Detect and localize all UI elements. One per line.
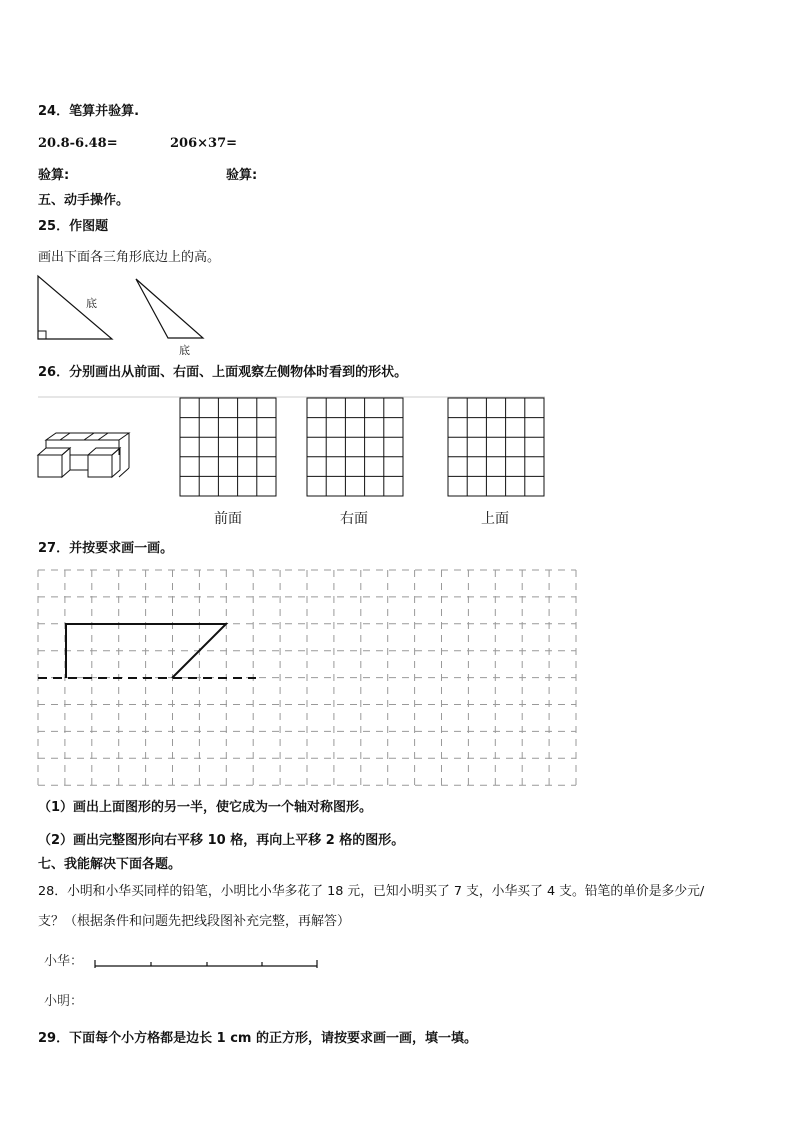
q25-title: 25．作图题 bbox=[38, 219, 109, 234]
right-view-grid[interactable] bbox=[307, 398, 403, 496]
q29-title: 29．下面每个小方格都是边长 1 cm 的正方形，请按要求画一画，填一填。 bbox=[38, 1031, 477, 1046]
q25-instruction: 画出下面各三角形底边上的高。 bbox=[38, 250, 221, 265]
triangle-1-base-label: 底 bbox=[86, 297, 97, 310]
half-figure bbox=[66, 624, 226, 678]
q24-check-1: 验算: bbox=[38, 168, 70, 183]
cube-object bbox=[38, 433, 129, 477]
right-angle-mark bbox=[38, 331, 46, 339]
q24-check-2: 验算: bbox=[226, 168, 258, 183]
label-xiaoming: 小明： bbox=[44, 994, 84, 1009]
label-front-view: 前面 bbox=[214, 511, 242, 527]
q24-title: 24．笔算并验算. bbox=[38, 104, 140, 119]
triangle-2-base-label: 底 bbox=[179, 344, 190, 357]
q28-line-2: 支？（根据条件和问题先把线段图补充完整，再解答） bbox=[38, 914, 351, 929]
q27-task-1: （1）画出上面图形的另一半，使它成为一个轴对称图形。 bbox=[38, 800, 373, 815]
front-view-grid[interactable] bbox=[180, 398, 276, 496]
label-top-view: 上面 bbox=[481, 511, 509, 527]
label-right-view: 右面 bbox=[340, 511, 368, 527]
q26-title: 26．分别画出从前面、右面、上面观察左侧物体时看到的形状。 bbox=[38, 365, 408, 380]
q24-expression-2: 206×37= bbox=[170, 136, 238, 151]
q24-expression-1: 20.8-6.48= bbox=[38, 136, 118, 151]
q27-title: 27．并按要求画一画。 bbox=[38, 541, 174, 556]
right-triangle bbox=[38, 276, 112, 339]
q27-task-2: （2）画出完整图形向右平移 10 格，再向上平移 2 格的图形。 bbox=[38, 833, 405, 848]
section-7-heading: 七、我能解决下面各题。 bbox=[38, 857, 182, 872]
q28-line-1: 28．小明和小华买同样的铅笔，小明比小华多花了 18 元，已知小明买了 7 支，小华买了 4 支。铅笔的单价是多少元/ bbox=[38, 884, 705, 899]
top-view-grid[interactable] bbox=[448, 398, 544, 496]
section-5-heading: 五、动手操作。 bbox=[38, 193, 130, 208]
obtuse-triangle bbox=[136, 279, 203, 338]
label-xiaohua: 小华： bbox=[44, 954, 84, 969]
